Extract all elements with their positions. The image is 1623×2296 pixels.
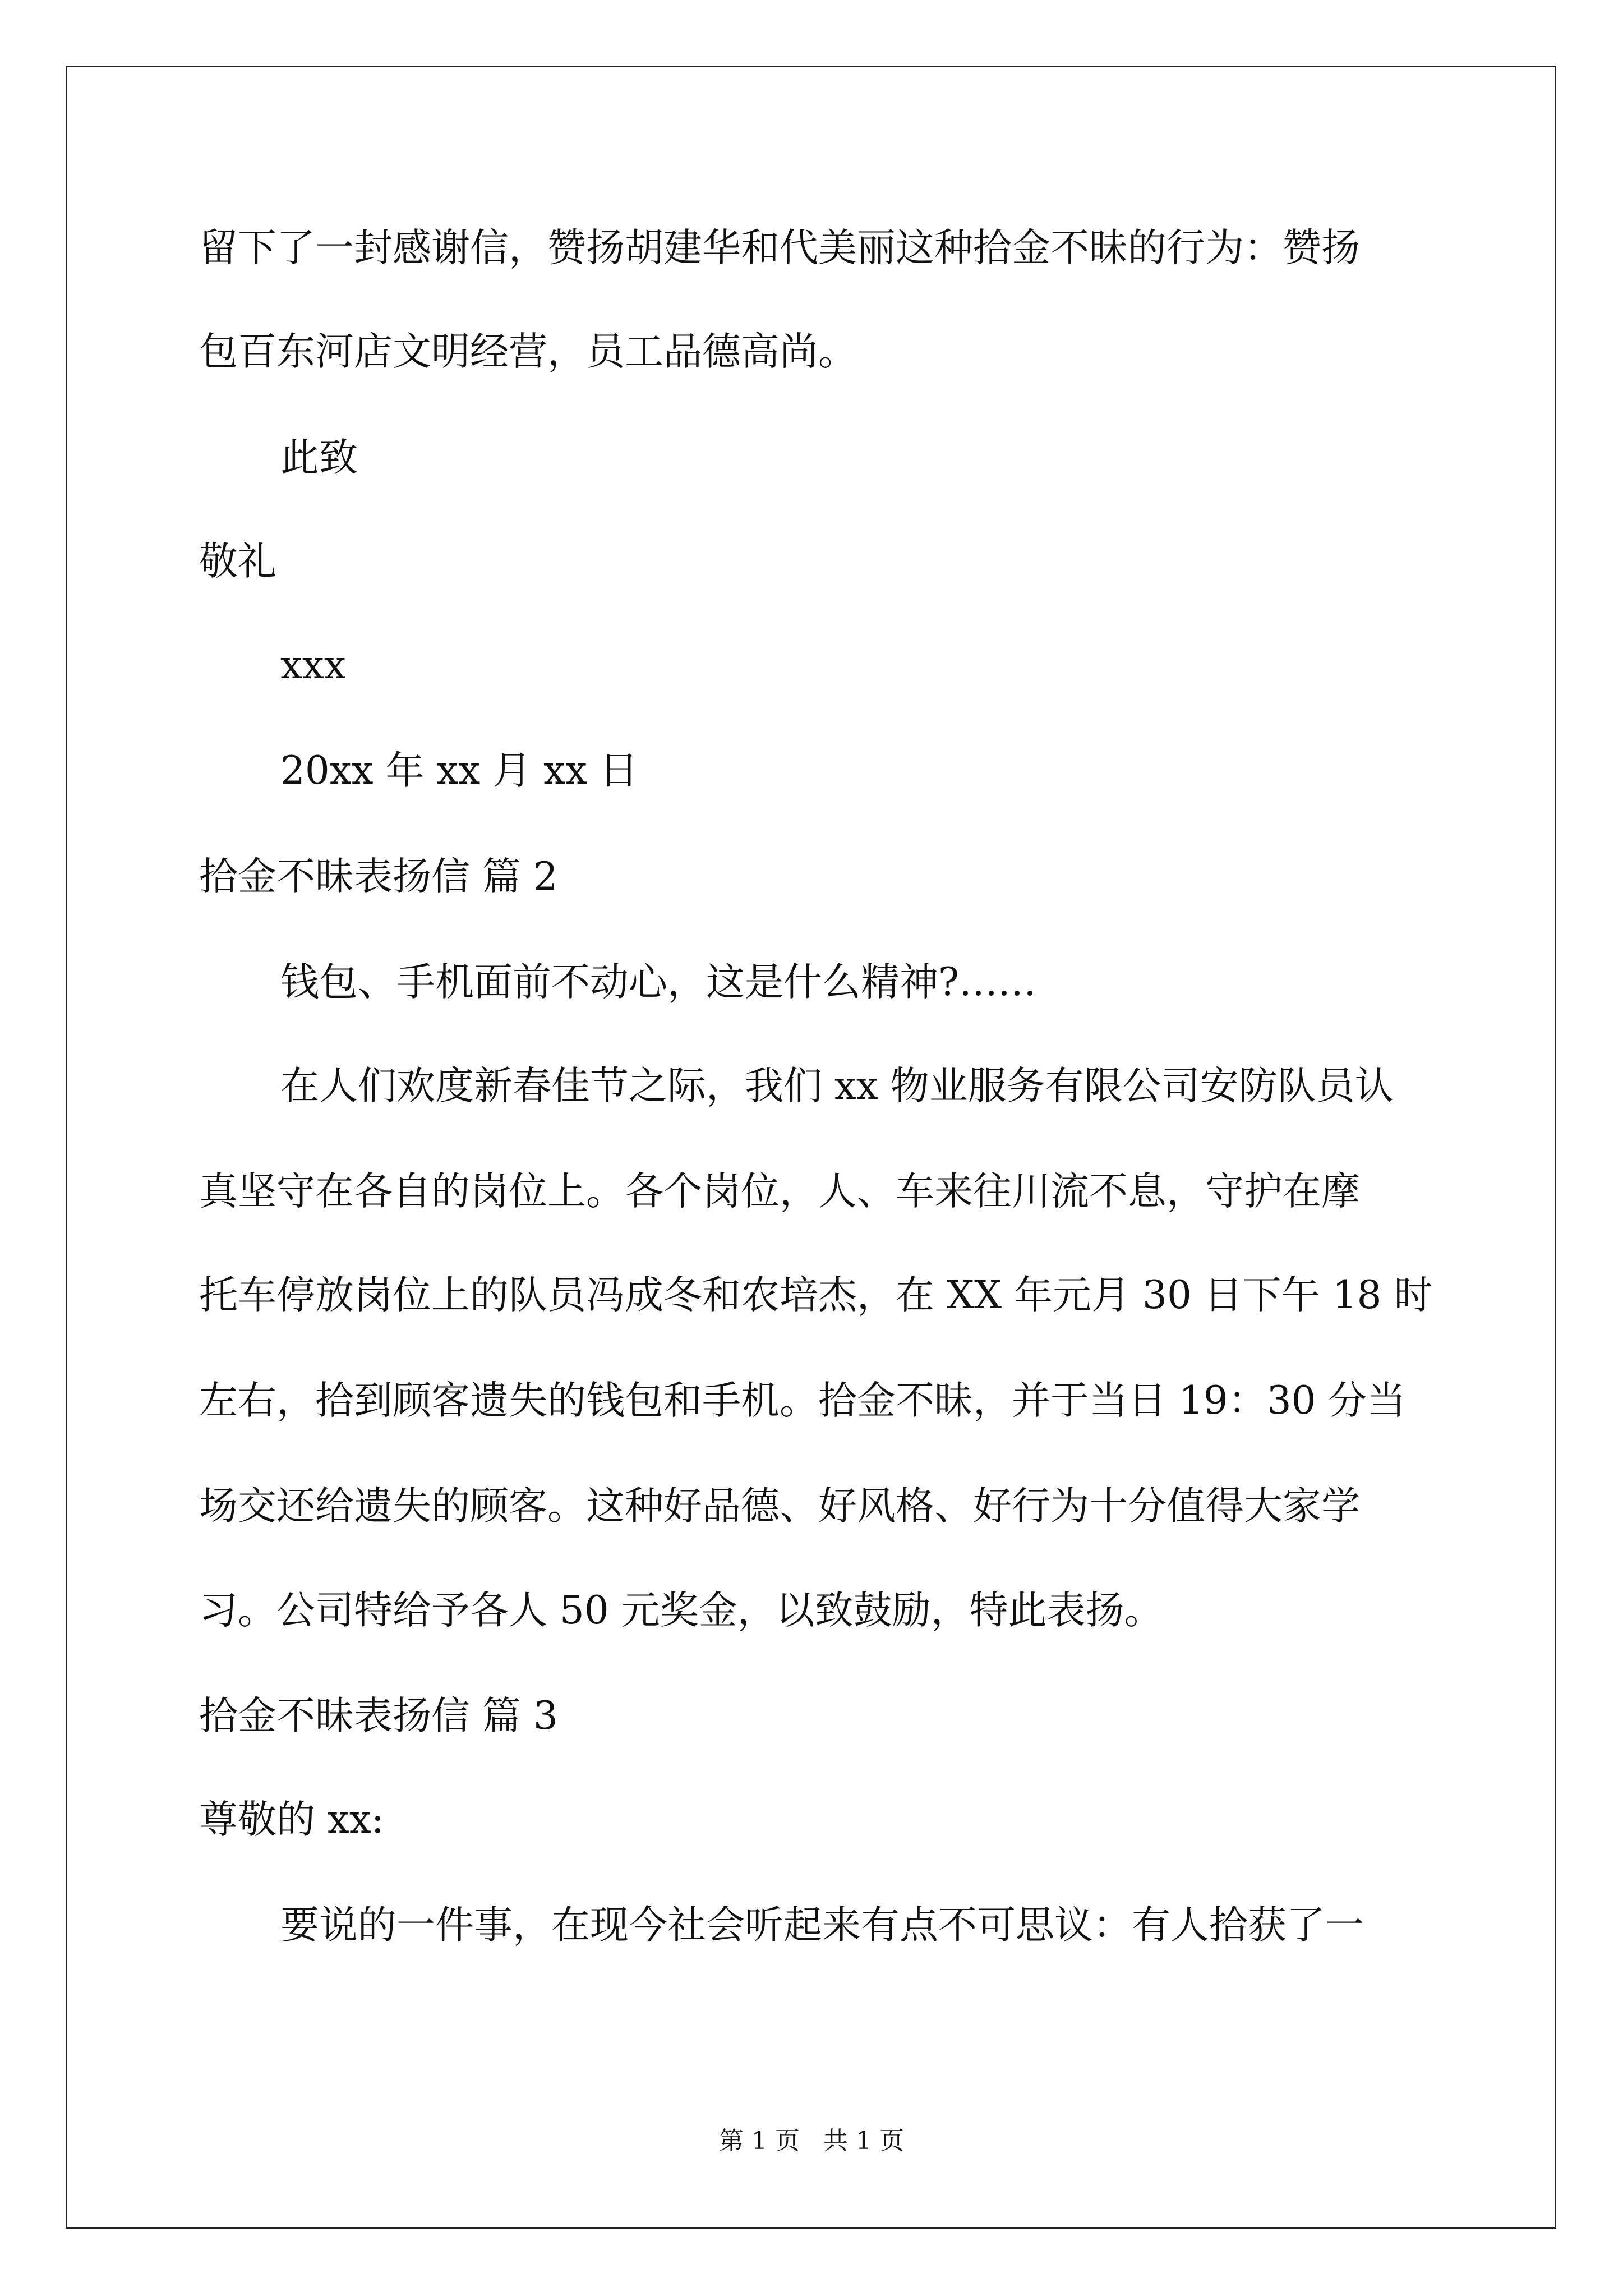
letter-salutation: 尊敬的 xx: xyxy=(199,1797,385,1842)
body-paragraph-line: 托车停放岗位上的队员冯成冬和农培杰，在 XX 年元月 30 日下午 18 时 xyxy=(199,1273,1433,1318)
page-footer: 第 1 页 共 1 页 xyxy=(719,2127,904,2155)
signature-name: xxx xyxy=(280,643,346,688)
body-paragraph-line: 在人们欢度新春佳节之际，我们 xx 物业服务有限公司安防队员认 xyxy=(280,1064,1394,1108)
body-paragraph-line: 留下了一封感谢信，赞扬胡建华和代美丽这种拾金不昧的行为：赞扬 xyxy=(199,226,1360,270)
body-paragraph-line: 要说的一件事，在现今社会听起来有点不可思议：有人拾获了一 xyxy=(280,1903,1364,1948)
section-heading: 拾金不昧表扬信 篇 3 xyxy=(199,1694,558,1738)
body-paragraph-line: 包百东河店文明经营，员工品德高尚。 xyxy=(199,329,857,374)
body-paragraph-line: 习。公司特给予各人 50 元奖金，以致鼓励，特此表扬。 xyxy=(199,1588,1163,1633)
closing-regards: 敬礼 xyxy=(199,539,276,584)
closing-salutation: 此致 xyxy=(280,435,358,480)
body-paragraph-line: 钱包、手机面前不动心，这是什么精神?…… xyxy=(280,960,1036,1005)
signature-date: 20xx 年 xx 月 xx 日 xyxy=(280,748,638,793)
body-paragraph-line: 场交还给遗失的顾客。这种好品德、好风格、好行为十分值得大家学 xyxy=(199,1484,1360,1529)
body-paragraph-line: 真坚守在各自的岗位上。各个岗位，人、车来往川流不息，守护在摩 xyxy=(199,1169,1360,1214)
body-paragraph-line: 左右，拾到顾客遗失的钱包和手机。拾金不昧，并于当日 19：30 分当 xyxy=(199,1378,1406,1423)
section-heading: 拾金不昧表扬信 篇 2 xyxy=(199,854,558,899)
